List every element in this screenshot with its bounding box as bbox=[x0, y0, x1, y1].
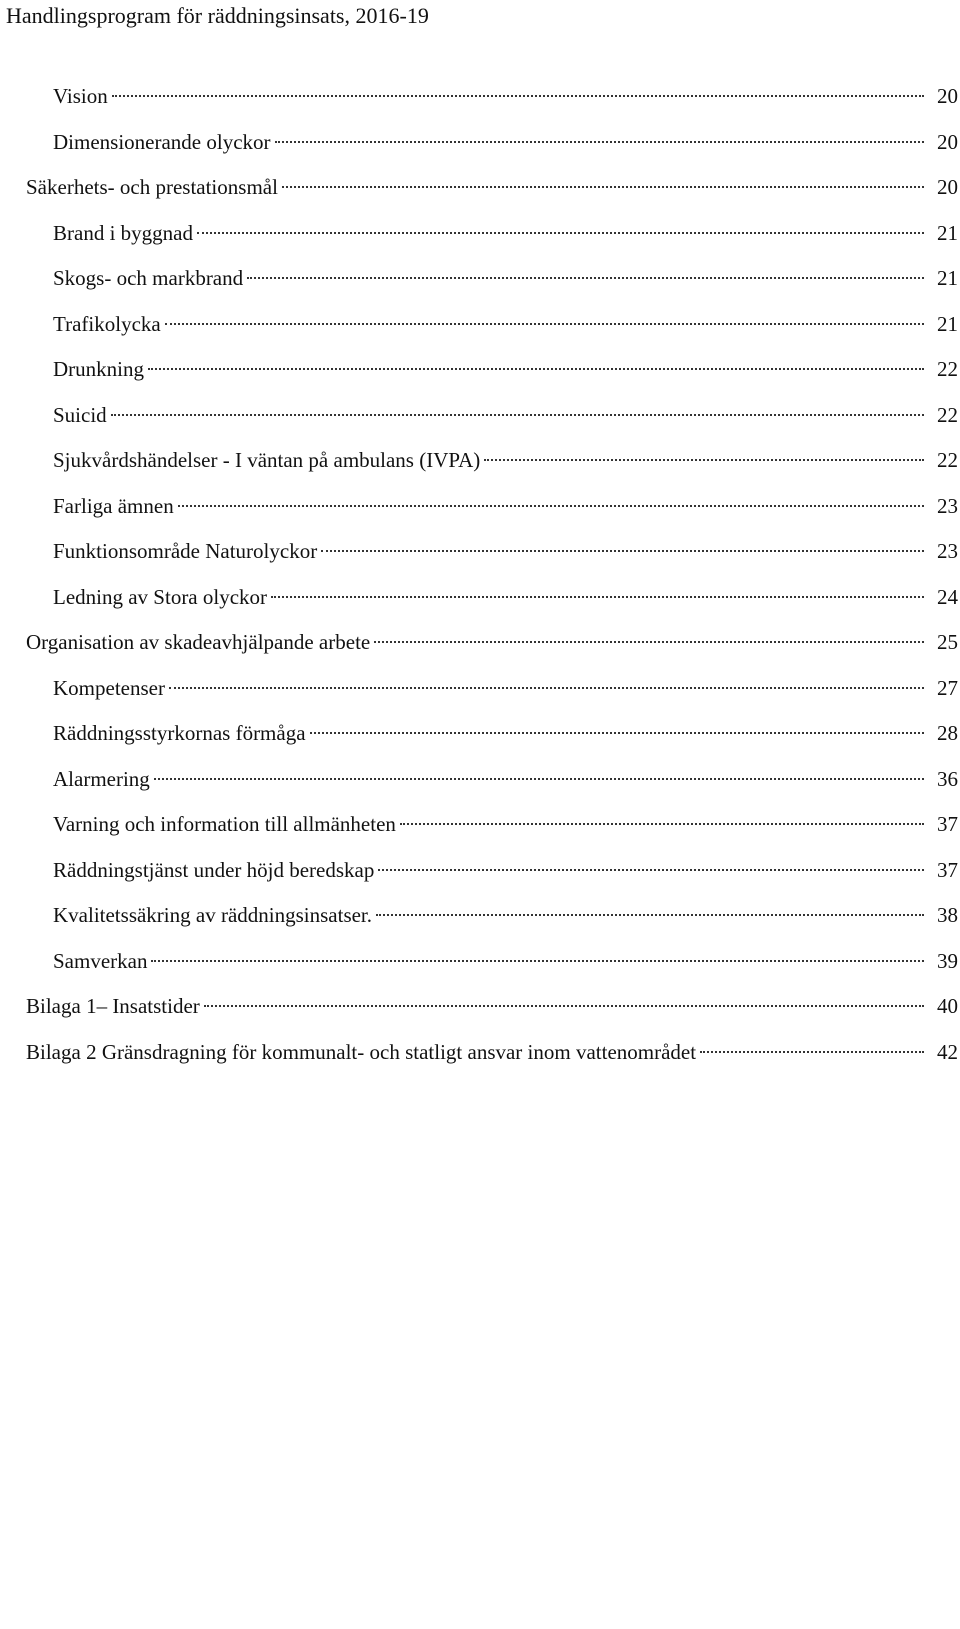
toc-entry-page-number: 27 bbox=[937, 675, 958, 700]
toc-entry-title: Drunkning bbox=[53, 357, 144, 381]
toc-entry-title: Ledning av Stora olyckor bbox=[53, 584, 268, 609]
dot-leader bbox=[151, 960, 924, 962]
toc-entry-title: Bilaga 2 Gränsdragning för kommunalt- och statligt ansvar inom vattenområdet bbox=[26, 1039, 697, 1064]
dot-leader bbox=[310, 732, 924, 734]
toc-entry-page-number: 37 bbox=[937, 857, 958, 882]
toc-entry-suicid[interactable] bbox=[0, 393, 960, 439]
dot-leader bbox=[376, 914, 924, 916]
dot-leader bbox=[282, 186, 924, 188]
toc-entry-page-number: 40 bbox=[937, 994, 958, 1018]
toc-entry-skogs-och-markbrand[interactable] bbox=[0, 256, 960, 302]
toc-entry-page-number: 20 bbox=[937, 84, 958, 108]
toc-entry-title: Skogs- och markbrand bbox=[53, 266, 244, 290]
toc-entry-page-number: 25 bbox=[937, 630, 958, 654]
toc-entry-title: Kvalitetssäkring av räddningsinsatser. bbox=[53, 903, 373, 927]
toc-entry-kvalitetssakring[interactable] bbox=[0, 893, 960, 939]
toc-entry-trafikolycka[interactable] bbox=[0, 302, 960, 348]
toc-entry-title: Alarmering bbox=[53, 766, 150, 791]
toc-entry-raddningstjanst-under-hojd-beredskap[interactable] bbox=[0, 848, 960, 894]
toc-entry-title: Dimensionerande olyckor bbox=[53, 129, 271, 154]
toc-entry-page-number: 39 bbox=[937, 948, 958, 973]
dot-leader bbox=[169, 687, 924, 689]
dot-leader bbox=[165, 323, 924, 325]
toc-entry-vision[interactable] bbox=[0, 74, 960, 120]
dot-leader bbox=[400, 823, 924, 825]
dot-leader bbox=[204, 1005, 924, 1007]
toc-entry-title: Säkerhets- och prestationsmål bbox=[26, 175, 278, 199]
toc-entry-ledning-av-stora-olyckor[interactable] bbox=[0, 575, 960, 621]
dot-leader bbox=[111, 414, 924, 416]
toc-entry-title: Farliga ämnen bbox=[53, 493, 174, 518]
toc-entry-page-number: 22 bbox=[937, 402, 958, 427]
dot-leader bbox=[374, 641, 924, 643]
toc-entry-page-number: 38 bbox=[937, 903, 958, 927]
toc-entry-varning-och-information[interactable] bbox=[0, 802, 960, 848]
toc-entry-title: Samverkan bbox=[53, 948, 148, 973]
toc-entry-page-number: 37 bbox=[937, 812, 958, 836]
toc-entry-dimensionerande-olyckor[interactable] bbox=[0, 120, 960, 166]
toc-entry-page-number: 20 bbox=[937, 129, 958, 154]
dot-leader bbox=[154, 778, 924, 780]
toc-entry-page-number: 23 bbox=[937, 493, 958, 518]
dot-leader bbox=[271, 596, 924, 598]
toc-entry-page-number: 22 bbox=[937, 357, 958, 381]
toc-entry-page-number: 28 bbox=[937, 721, 958, 745]
dot-leader bbox=[484, 459, 924, 461]
toc-entry-page-number: 20 bbox=[937, 175, 958, 199]
toc-entry-title: Suicid bbox=[53, 402, 107, 427]
toc-entry-brand-i-byggnad[interactable] bbox=[0, 211, 960, 257]
toc-entry-raddningsstyrkornas-formaga[interactable] bbox=[0, 711, 960, 757]
dot-leader bbox=[197, 232, 924, 234]
toc-entry-title: Funktionsområde Naturolyckor bbox=[53, 539, 318, 563]
toc-entry-page-number: 21 bbox=[937, 311, 958, 336]
toc-entry-title: Vision bbox=[53, 84, 108, 108]
toc-entry-title: Räddningstjänst under höjd beredskap bbox=[53, 857, 375, 882]
toc-entry-page-number: 42 bbox=[937, 1039, 958, 1064]
toc-entry-title: Brand i byggnad bbox=[53, 220, 193, 245]
table-of-contents bbox=[0, 74, 960, 1075]
toc-entry-page-number: 21 bbox=[937, 266, 958, 290]
toc-entry-title: Kompetenser bbox=[53, 675, 165, 700]
dot-leader bbox=[112, 95, 924, 97]
dot-leader bbox=[247, 277, 924, 279]
toc-entry-title: Räddningsstyrkornas förmåga bbox=[53, 721, 306, 745]
toc-entry-page-number: 36 bbox=[937, 766, 958, 791]
dot-leader bbox=[378, 869, 924, 871]
toc-entry-sakerhets-och-prestationsmal[interactable] bbox=[0, 165, 960, 211]
page-header-title: Handlingsprogram för räddningsinsats, 2016-19 bbox=[6, 3, 429, 28]
toc-entry-page-number: 24 bbox=[937, 584, 958, 609]
toc-entry-bilaga-2[interactable] bbox=[0, 1030, 960, 1076]
dot-leader bbox=[321, 550, 924, 552]
toc-entry-kompetenser[interactable] bbox=[0, 666, 960, 712]
toc-entry-farliga-amnen[interactable] bbox=[0, 484, 960, 530]
toc-entry-title: Varning och information till allmänheten bbox=[53, 812, 396, 836]
dot-leader bbox=[178, 505, 924, 507]
toc-entry-samverkan[interactable] bbox=[0, 939, 960, 985]
toc-entry-funktionsomrade-naturolyckor[interactable] bbox=[0, 529, 960, 575]
toc-entry-title: Trafikolycka bbox=[53, 311, 161, 336]
toc-entry-title: Sjukvårdshändelser - I väntan på ambulans (IVPA) bbox=[53, 448, 481, 472]
toc-entry-bilaga-1[interactable] bbox=[0, 984, 960, 1030]
toc-entry-alarmering[interactable] bbox=[0, 757, 960, 803]
toc-entry-drunkning[interactable] bbox=[0, 347, 960, 393]
dot-leader bbox=[700, 1051, 924, 1053]
toc-entry-organisation-av-skadeavhjalpande-arbete[interactable] bbox=[0, 620, 960, 666]
toc-entry-page-number: 22 bbox=[937, 448, 958, 472]
dot-leader bbox=[275, 141, 924, 143]
dot-leader bbox=[148, 368, 924, 370]
toc-entry-sjukvardshandelser[interactable] bbox=[0, 438, 960, 484]
toc-entry-title: Bilaga 1– Insatstider bbox=[26, 994, 200, 1018]
toc-entry-title: Organisation av skadeavhjälpande arbete bbox=[26, 630, 371, 654]
toc-entry-page-number: 21 bbox=[937, 220, 958, 245]
toc-entry-page-number: 23 bbox=[937, 539, 958, 563]
